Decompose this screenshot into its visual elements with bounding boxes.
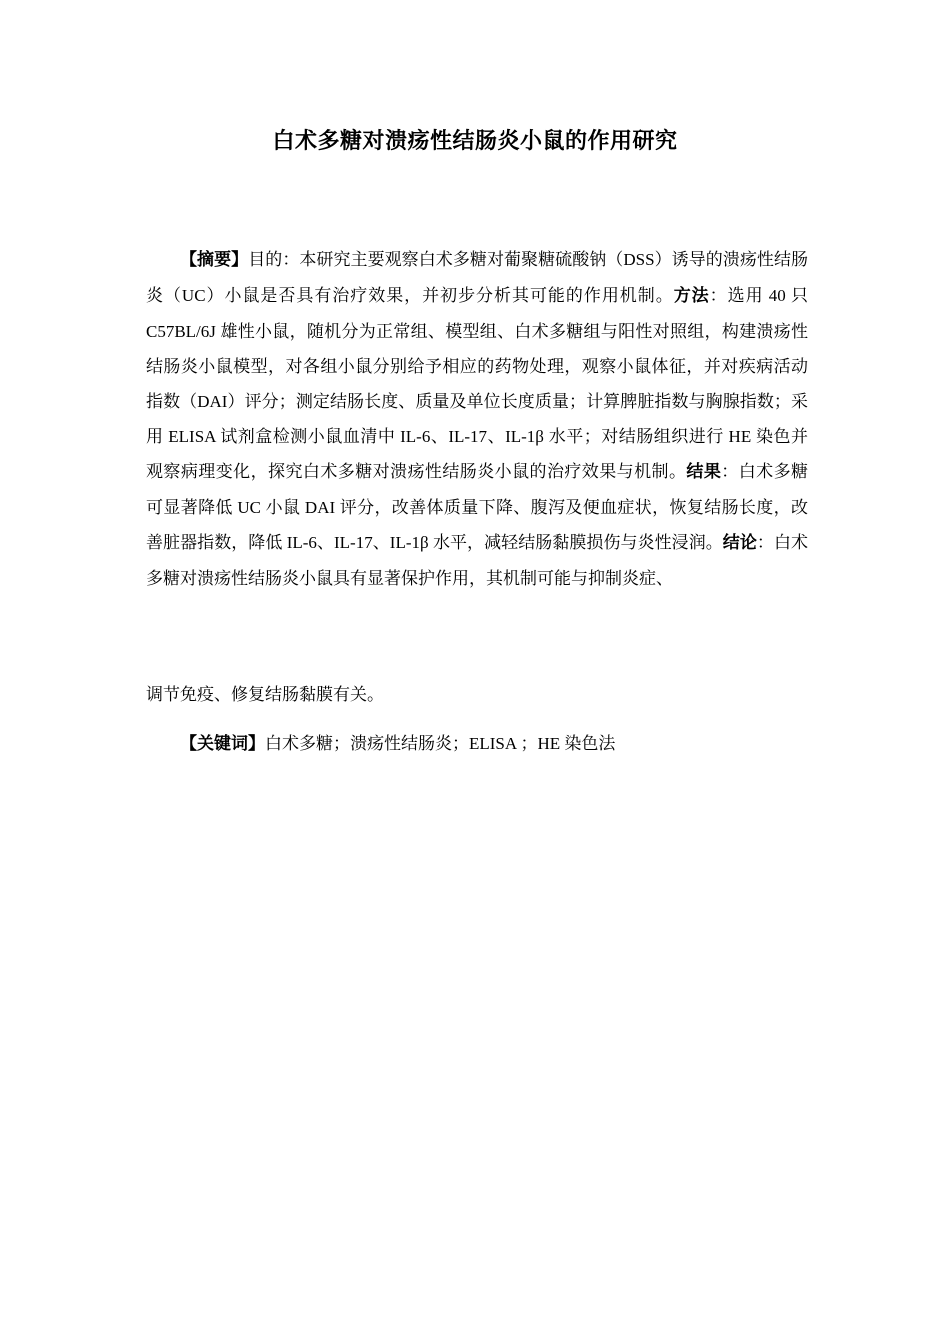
paper-title: 白术多糖对溃疡性结肠炎小鼠的作用研究 [272, 129, 678, 154]
keywords-label: 【关键词】 [180, 734, 265, 754]
abstract-methods: ：选用 40 只 C57BL/6J 雄性小鼠，随机分为正常组、模型组、白术多糖组与阳性对照组，构建溃疡性结肠炎小鼠模型，对各组小鼠分别给予相应的药物处理，观察小鼠体征，并对疾病活动指数（DAI）评分；测定结肠长度、质量及单位长度质量；计算脾脏指数与胸腺指数；采用 ELISA 试剂盒检测小鼠血清中 IL-6、IL-17、IL-1β 水平；对结肠组织进行 HE 染色并观察病理变化，探究白术多糖对溃疡性结肠炎小鼠的治疗效果与机制。 [146, 286, 808, 481]
abstract-tail: 调节免疫、修复结肠黏膜有关。 [146, 685, 384, 704]
abstract-paragraph [146, 242, 808, 596]
conclusion-label: 结论 [722, 533, 757, 553]
keywords-line [180, 729, 820, 759]
abstract-conclusion: ：白术多糖对溃疡性结肠炎小鼠具有显著保护作用，其机制可能与抑制炎症、 [146, 533, 809, 588]
results-label: 结果 [686, 462, 722, 482]
abstract-results: ：白术多糖可显著降低 UC 小鼠 DAI 评分，改善体质量下降、腹泻及便血症状，恢复结肠长度，改善脏器指数，降低 IL-6、IL-17、IL-1β 水平，减轻结肠黏膜损伤与炎性浸润。 [146, 462, 809, 552]
abstract-objective: 目的：本研究主要观察白术多糖对葡聚糖硫酸钠（DSS）诱导的溃疡性结肠炎（UC）小鼠是否具有治疗效果，并初步分析其可能的作用机制。 [146, 250, 809, 305]
methods-label: 方法 [673, 286, 710, 306]
abstract-label: 【摘要】 [180, 250, 249, 270]
keywords-text: 白术多糖；溃疡性结肠炎；ELISA ；HE 染色法 [265, 734, 616, 753]
